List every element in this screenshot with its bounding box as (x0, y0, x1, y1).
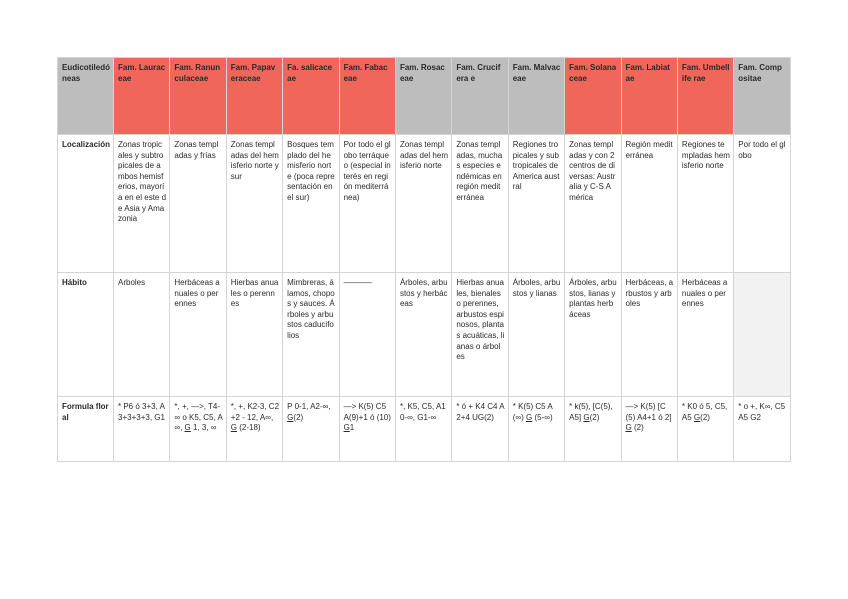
family-header: Fam. Fabaceae (339, 58, 395, 135)
formula-text: (2) (631, 423, 644, 433)
family-header: Fa. salicaceae (283, 58, 339, 135)
eudicot-families-table (57, 57, 791, 462)
family-header: Fam. Lauraceae (114, 58, 170, 135)
formula-text: * P6 ó 3+3, A3+3+3+3, G1 (118, 402, 165, 422)
data-row (58, 135, 791, 273)
formula-cell (395, 397, 451, 462)
family-header: Fam. Ranunculaceae (170, 58, 226, 135)
formula-row (58, 397, 791, 462)
formula-text: * k(5), [C(5), A5] (569, 402, 613, 422)
formula-cell (452, 397, 508, 462)
formula-text: P 0-1, A2-∞, (287, 402, 331, 411)
table-cell: Herbáceas anuales o perennes (677, 273, 733, 397)
formula-text: (2) (589, 412, 600, 422)
formula-text: (2-18) (237, 423, 261, 433)
family-header: Fam. Umbellife rae (677, 58, 733, 135)
table-cell: Herbáceas anuales o perennes (170, 273, 226, 397)
table-cell: Árboles, arbustos y herbáceas (395, 273, 451, 397)
family-header: Fam. Malvaceae (508, 58, 564, 135)
family-header: Fam. Papaveraceae (226, 58, 282, 135)
table-cell: Mimbreras, álamos, chopos y sauces. Árboles y arbustos caducifolios (283, 273, 339, 397)
table-cell: Zonas templadas del hemisferio norte y sur (226, 135, 282, 273)
table-cell: Zonas templadas del hemisferio norte (395, 135, 451, 273)
formula-text: (5-∞) (532, 412, 553, 422)
formula-text: *, +, —>, T4-∞ o K5, C5, A∞, (174, 402, 223, 433)
table-cell: Regiones templadas hemisferio norte (677, 135, 733, 273)
table-cell: Por todo el globo terráqueo (especial interés en región mediterránea) (339, 135, 395, 273)
data-row (58, 273, 791, 397)
family-header: Fam. Rosaceae (395, 58, 451, 135)
table-cell: Regiones tropicales y subtropicales de America austral (508, 135, 564, 273)
formula-cell (226, 397, 282, 462)
header-row (58, 58, 791, 135)
table-cell: Herbáceas, arbustos y arboles (621, 273, 677, 397)
table-cell: Zonas tropicales y subtropicales de ambos hemisferios, mayoría en el este de Asia y Amazonia (114, 135, 170, 273)
table-cell: Bosques templado del hemisferio norte (poca representación en el sur) (283, 135, 339, 273)
table-cell: Por todo el globo (734, 135, 790, 273)
table-cell: Hierbas anuales o perennes (226, 273, 282, 397)
formula-text: (2) (293, 412, 304, 422)
formula-cell (170, 397, 226, 462)
formula-text: —> K(5) [C(5) A4+1 ó 2] (625, 402, 672, 422)
formula-cell (734, 397, 790, 462)
table-cell: Árboles, arbustos y lianas (508, 273, 564, 397)
table-cell: Árboles, arbustos, lianas y plantas herbáceas (565, 273, 621, 397)
table-cell: Zonas templadas y frías (170, 135, 226, 273)
formula-cell (565, 397, 621, 462)
table-cell: Región mediterránea (621, 135, 677, 273)
table-cell: Zonas templadas y con 2 centros de diversas: Australia y C-S América (565, 135, 621, 273)
formula-text: 1, 3, ∞ (190, 423, 217, 433)
formula-cell (621, 397, 677, 462)
family-header: Fam. Compositae (734, 58, 790, 135)
gynoecium-symbol: G (583, 412, 590, 422)
formula-cell (677, 397, 733, 462)
formula-text: *, +, K2-3, C2+2 - 12, A∞, (230, 402, 280, 422)
table-cell: Zonas templadas, muchas especies endémicas en región mediterránea (452, 135, 508, 273)
gynoecium-symbol: G (230, 423, 238, 433)
formula-cell (114, 397, 170, 462)
formula-text: * K0 ó 5, C5, A5 (681, 402, 728, 422)
gynoecium-symbol: G (526, 412, 533, 422)
gynoecium-symbol: G (287, 412, 294, 422)
formula-cell (508, 397, 564, 462)
gynoecium-symbol: G (184, 423, 191, 433)
formula-text: —> K(5) C5 A(9)+1 ó (10) (343, 402, 391, 422)
formula-cell (283, 397, 339, 462)
gynoecium-symbol: G (625, 423, 632, 433)
formula-text: * K(5) C5 A (∞) (512, 402, 553, 422)
formula-text: * o +, K∞, C5 A5 G2 (738, 402, 786, 422)
formula-text: * ó + K4 C4 A2+4 UG(2) (456, 402, 505, 422)
formula-text: 1 (349, 423, 355, 433)
formula-text: (2) (700, 412, 710, 422)
row-label: Localización (58, 135, 114, 273)
gynoecium-symbol: G (343, 423, 350, 433)
table-cell: ———– (339, 273, 395, 397)
corner-label: Eudicotiledóneas (58, 58, 114, 135)
family-header: Fam. Solanaceae (565, 58, 621, 135)
row-label: Hábito (58, 273, 114, 397)
formula-text: *, K5, C5, A10-∞, G1-∞ (399, 402, 446, 422)
formula-cell (339, 397, 395, 462)
family-header: Fam. Crucifera e (452, 58, 508, 135)
gynoecium-symbol: G (693, 412, 701, 422)
table-cell (734, 273, 790, 397)
table-cell: Hierbas anuales, bienales o perennes, arbustos espinosos, plantas acuáticas, lianas o árboles (452, 273, 508, 397)
row-label: Formula floral (58, 397, 114, 462)
family-header: Fam. Labiatae (621, 58, 677, 135)
table-cell: Arboles (114, 273, 170, 397)
